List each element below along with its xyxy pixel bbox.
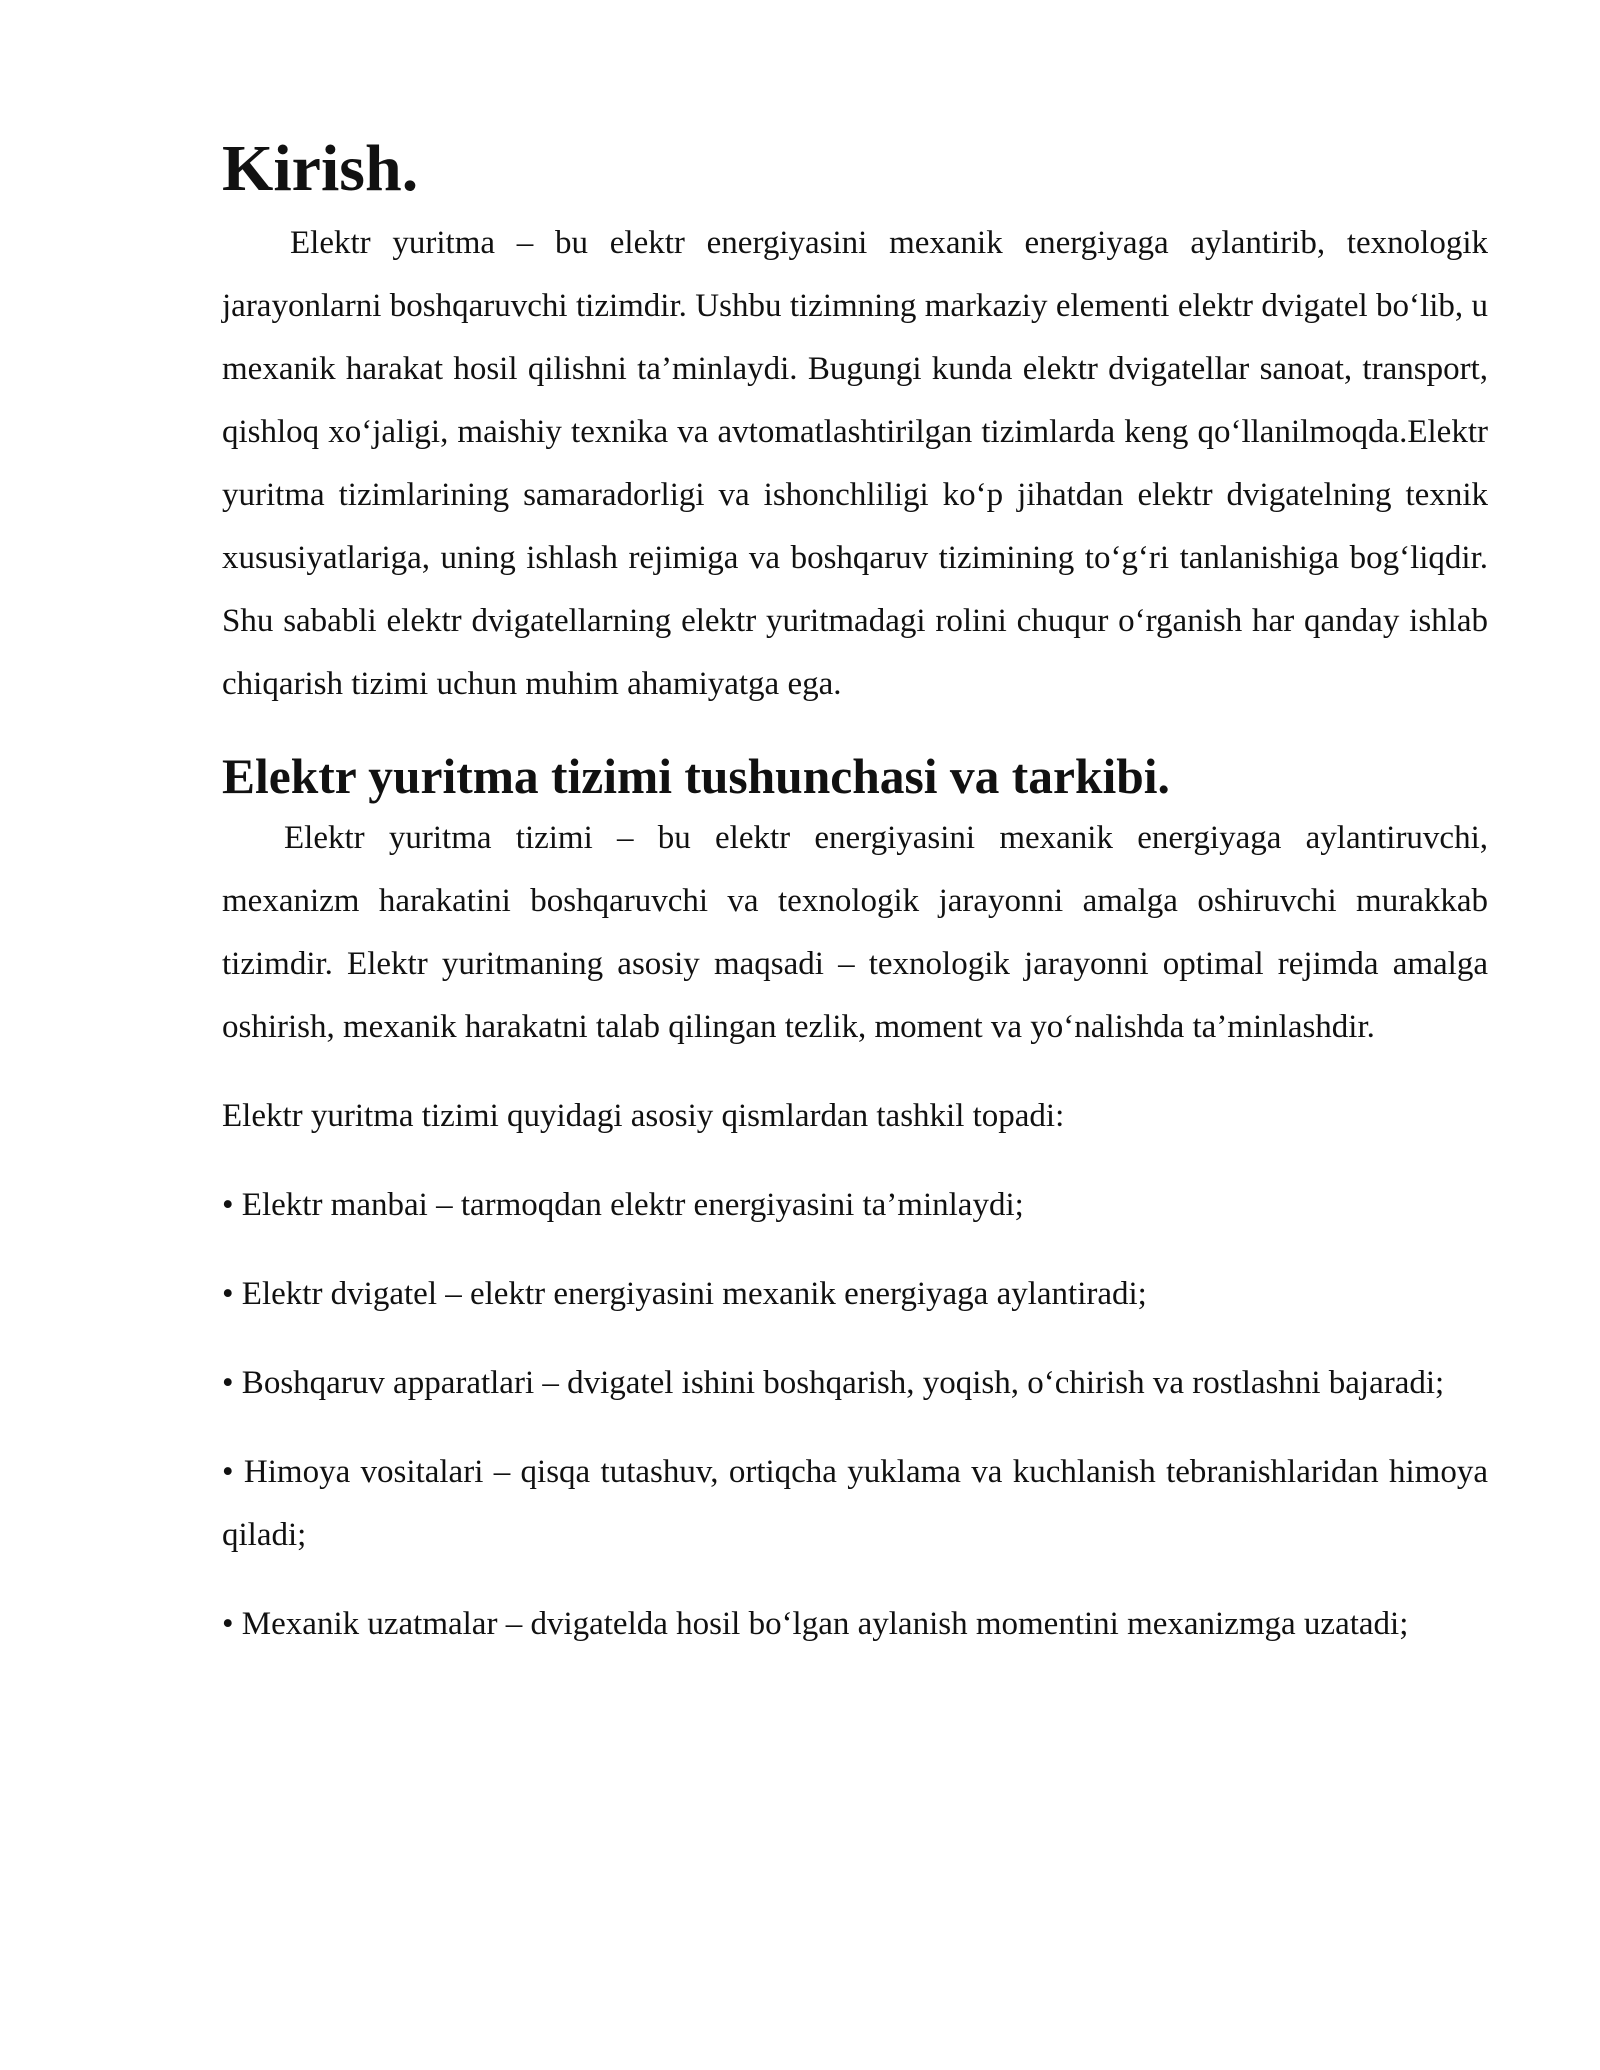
list-item: • Mexanik uzatmalar – dvigatelda hosil bo‘lgan aylanish momentini mexanizmga uzatadi; bbox=[222, 1606, 1409, 1642]
section-heading-intro: Kirish. bbox=[222, 132, 419, 205]
components-list-intro: Elektr yuritma tizimi quyidagi asosiy qismlardan tashkil topadi: bbox=[222, 1098, 1065, 1134]
system-paragraph: Elektr yuritma tizimi – bu elektr energiyasini mexanik energiyaga aylantiruvchi, mexanizm harakatini boshqaruvchi va texnologik jarayonni amalga oshiruvchi murakkab tizimdir. Elektr yuritmaning asosiy maqsadi – texnologik jarayonni optimal rejimda amalga oshirish, mexanik harakatni talab qilingan tezlik, moment va yo‘nalishda ta’minlashdir. bbox=[222, 820, 1488, 1045]
components-list bbox=[222, 1174, 1488, 1656]
section-heading-system: Elektr yuritma tizimi tushunchasi va tarkibi. bbox=[222, 749, 1170, 804]
document-body bbox=[222, 132, 1488, 1656]
list-item: • Himoya vositalari – qisqa tutashuv, ortiqcha yuklama va kuchlanish tebranishlaridan himoya qiladi; bbox=[222, 1454, 1488, 1553]
list-item: • Elektr dvigatel – elektr energiyasini mexanik energiyaga aylantiradi; bbox=[222, 1276, 1147, 1312]
list-item: • Elektr manbai – tarmoqdan elektr energiyasini ta’minlaydi; bbox=[222, 1187, 1024, 1223]
list-item: • Boshqaruv apparatlari – dvigatel ishini boshqarish, yoqish, o‘chirish va rostlashni bajaradi; bbox=[222, 1365, 1445, 1401]
intro-paragraph: Elektr yuritma – bu elektr energiyasini mexanik energiyaga aylantirib, texnologik jarayonlarni boshqaruvchi tizimdir. Ushbu tizimning markaziy elementi elektr dvigatel bo‘lib, u mexanik harakat hosil qilishni ta’minlaydi. Bugungi kunda elektr dvigatellar sanoat, transport, qishloq xo‘jaligi, maishiy texnika va avtomatlashtirilgan tizimlarda keng qo‘llanilmoqda.Elektr yuritma tizimlarining samaradorligi va ishonchliligi ko‘p jihatdan elektr dvigatelning texnik xususiyatlariga, uning ishlash rejimiga va boshqaruv tizimining to‘g‘ri tanlanishiga bog‘liqdir. Shu sababli elektr dvigatellarning elektr yuritmadagi rolini chuqur o‘rganish har qanday ishlab chiqarish tizimi uchun muhim ahamiyatga ega. bbox=[222, 225, 1488, 702]
